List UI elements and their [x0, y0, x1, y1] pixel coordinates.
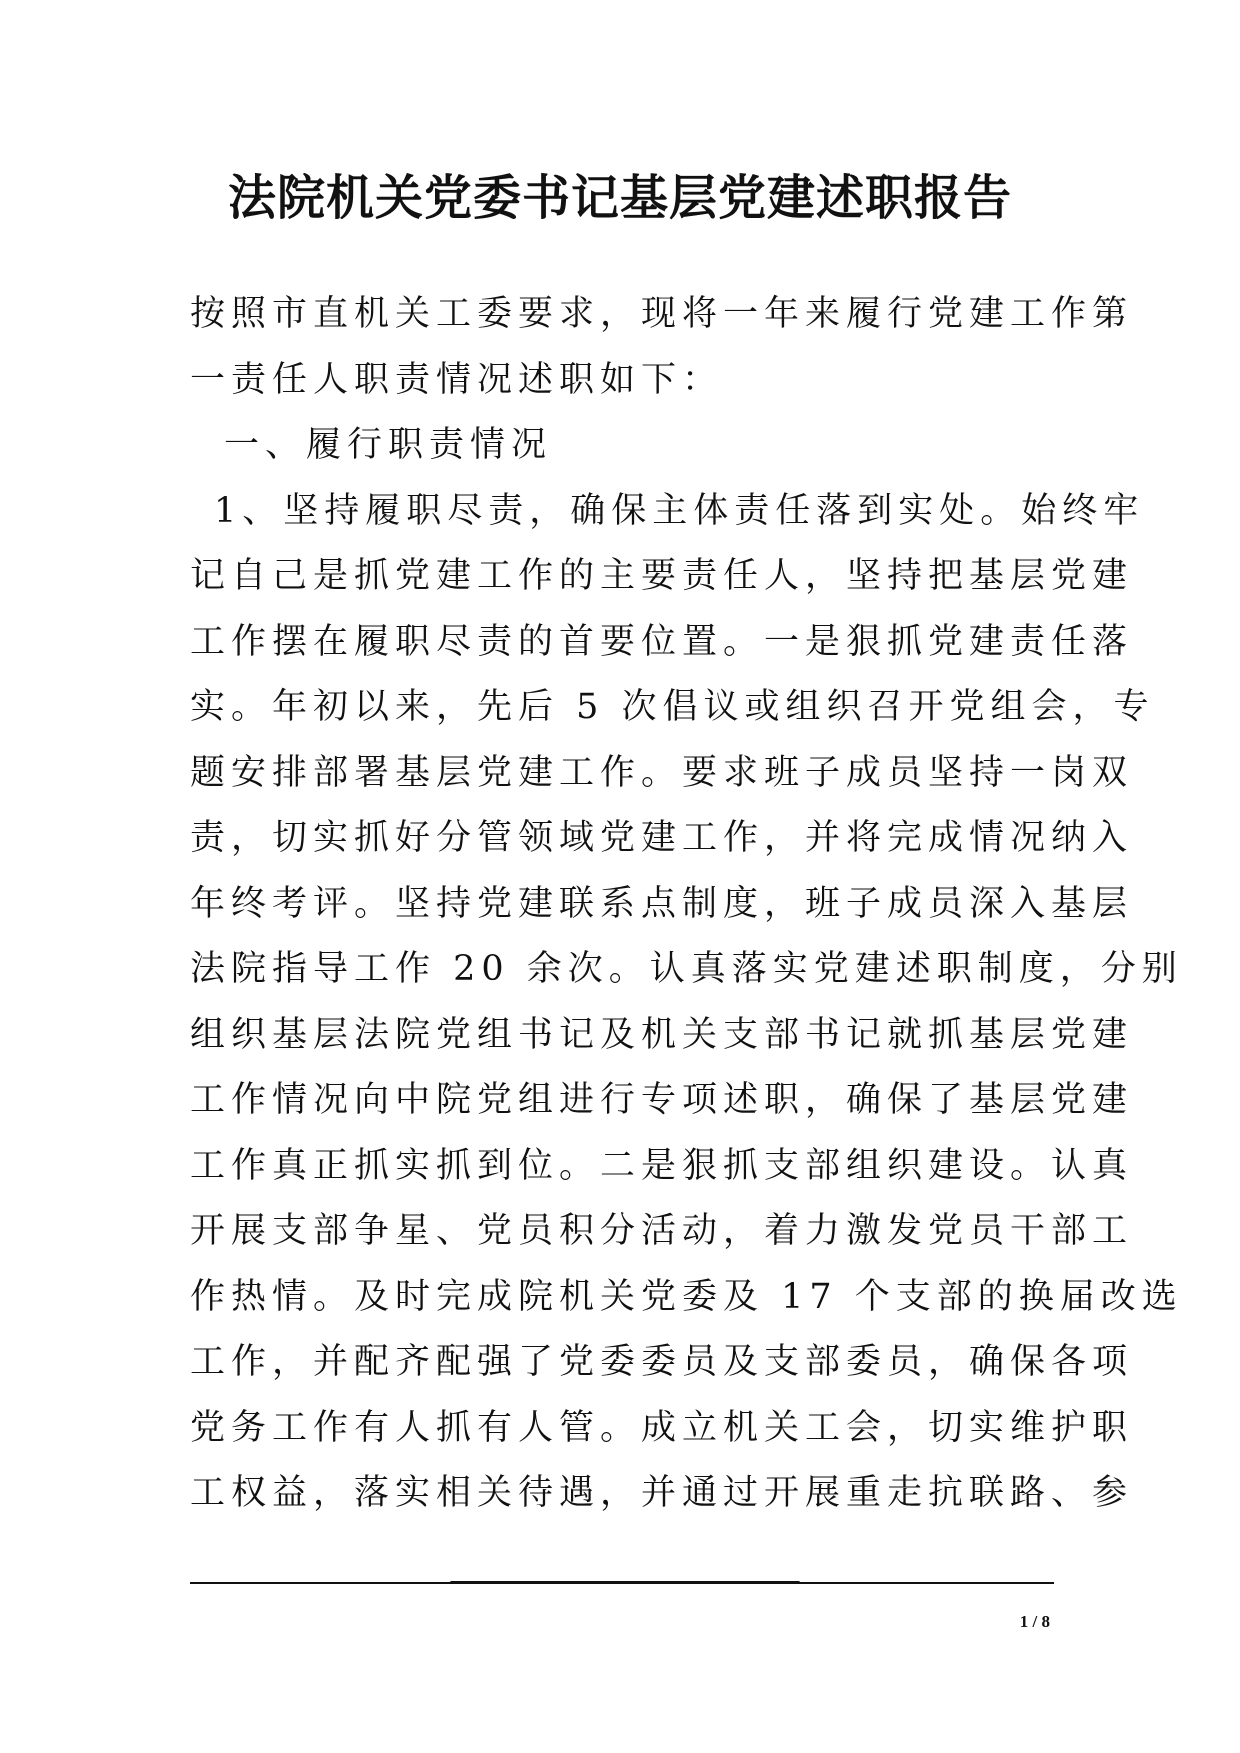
page-number: 1 / 8: [1019, 1612, 1050, 1631]
body-line: 一责任人职责情况述职如下：: [190, 359, 724, 400]
body-line: 实。年初以来，先后 5 次倡议或组织召开党组会，专: [190, 687, 1155, 727]
body-line: 题安排部署基层党建工作。要求班子成员坚持一岗双: [190, 752, 1134, 793]
body-line: 工作真正抓实抓到位。二是狠抓支部组织建设。认真: [190, 1145, 1134, 1186]
document-body: [190, 282, 1183, 1527]
section-heading: 一、履行职责情况: [224, 425, 553, 465]
body-line: 作热情。及时完成院机关党委及 17 个支部的换届改选: [190, 1276, 1183, 1317]
body-line: 组织基层法院党组书记及机关支部书记就抓基层党建: [190, 1014, 1134, 1055]
footer-divider: [190, 1582, 1054, 1584]
document-title: 法院机关党委书记基层党建述职报告: [227, 170, 1012, 226]
body-line: 责，切实抓好分管领域党建工作，并将完成情况纳入: [190, 818, 1134, 858]
body-line: 工作，并配齐配强了党委委员及支部委员，确保各项: [190, 1342, 1134, 1382]
body-line: 记自己是抓党建工作的主要责任人，坚持把基层党建: [190, 556, 1134, 596]
body-line: 工权益，落实相关待遇，并通过开展重走抗联路、参: [190, 1473, 1134, 1513]
body-line: 工作情况向中院党组进行专项述职，确保了基层党建: [190, 1080, 1134, 1120]
body-line: 1、坚持履职尽责，确保主体责任落到实处。始终牢: [214, 490, 1145, 531]
body-line: 法院指导工作 20 余次。认真落实党建述职制度，分别: [190, 949, 1183, 989]
body-line: 年终考评。坚持党建联系点制度，班子成员深入基层: [190, 883, 1134, 924]
body-line: 开展支部争星、党员积分活动，着力激发党员干部工: [190, 1211, 1134, 1251]
body-line: 党务工作有人抓有人管。成立机关工会，切实维护职: [190, 1407, 1134, 1448]
body-line: 按照市直机关工委要求，现将一年来履行党建工作第: [190, 294, 1134, 334]
body-line: 工作摆在履职尽责的首要位置。一是狠抓党建责任落: [190, 621, 1134, 662]
